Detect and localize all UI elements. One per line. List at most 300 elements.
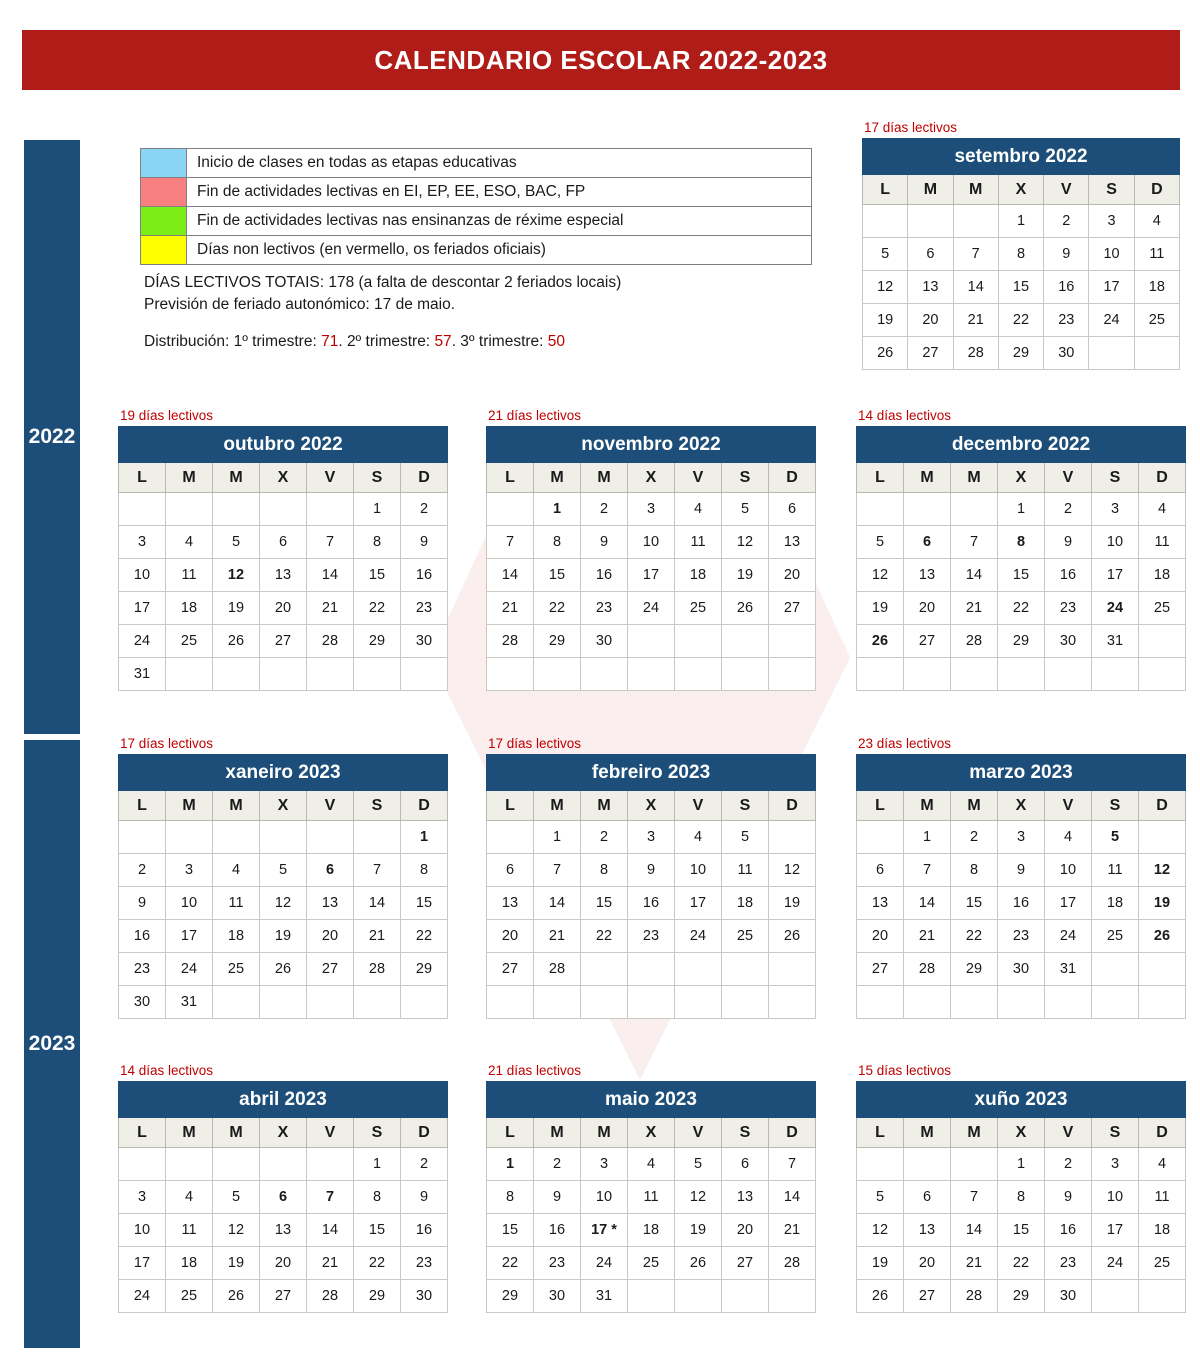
day-cell-novembro-2022-29[interactable]: 29 <box>534 625 581 658</box>
day-cell-marzo-2023-23[interactable]: 23 <box>998 920 1045 953</box>
day-cell-febreiro-2023-5[interactable]: 5 <box>722 821 769 854</box>
day-cell-maio-2023-25[interactable]: 25 <box>628 1247 675 1280</box>
day-cell-xuno-2023-25[interactable]: 25 <box>1139 1247 1186 1280</box>
day-cell-novembro-2022-8[interactable]: 8 <box>534 526 581 559</box>
day-cell-febreiro-2023-22[interactable]: 22 <box>581 920 628 953</box>
day-cell-setembro-2022-9[interactable]: 9 <box>1044 238 1089 271</box>
day-cell-novembro-2022-10[interactable]: 10 <box>628 526 675 559</box>
day-cell-setembro-2022-29[interactable]: 29 <box>998 337 1043 370</box>
day-cell-marzo-2023-30[interactable]: 30 <box>998 953 1045 986</box>
day-cell-xuno-2023-2[interactable]: 2 <box>1045 1148 1092 1181</box>
day-cell-decembro-2022-26[interactable]: 26 <box>857 625 904 658</box>
day-cell-outubro-2022-24[interactable]: 24 <box>119 625 166 658</box>
day-cell-xuno-2023-12[interactable]: 12 <box>857 1214 904 1247</box>
day-cell-febreiro-2023-6[interactable]: 6 <box>487 854 534 887</box>
day-cell-setembro-2022-10[interactable]: 10 <box>1089 238 1134 271</box>
day-cell-xuno-2023-29[interactable]: 29 <box>998 1280 1045 1313</box>
day-cell-maio-2023-16[interactable]: 16 <box>534 1214 581 1247</box>
day-cell-xuno-2023-20[interactable]: 20 <box>904 1247 951 1280</box>
day-cell-febreiro-2023-13[interactable]: 13 <box>487 887 534 920</box>
day-cell-marzo-2023-16[interactable]: 16 <box>998 887 1045 920</box>
day-cell-marzo-2023-12[interactable]: 12 <box>1139 854 1186 887</box>
day-cell-novembro-2022-9[interactable]: 9 <box>581 526 628 559</box>
day-cell-marzo-2023-2[interactable]: 2 <box>951 821 998 854</box>
day-cell-febreiro-2023-28[interactable]: 28 <box>534 953 581 986</box>
day-cell-maio-2023-20[interactable]: 20 <box>722 1214 769 1247</box>
day-cell-outubro-2022-11[interactable]: 11 <box>166 559 213 592</box>
day-cell-abril-2023-27[interactable]: 27 <box>260 1280 307 1313</box>
day-cell-decembro-2022-9[interactable]: 9 <box>1045 526 1092 559</box>
day-cell-novembro-2022-28[interactable]: 28 <box>487 625 534 658</box>
day-cell-setembro-2022-17[interactable]: 17 <box>1089 271 1134 304</box>
day-cell-setembro-2022-1[interactable]: 1 <box>998 205 1043 238</box>
day-cell-marzo-2023-3[interactable]: 3 <box>998 821 1045 854</box>
day-cell-xaneiro-2023-25[interactable]: 25 <box>213 953 260 986</box>
day-cell-setembro-2022-8[interactable]: 8 <box>998 238 1043 271</box>
day-cell-setembro-2022-19[interactable]: 19 <box>863 304 908 337</box>
day-cell-outubro-2022-26[interactable]: 26 <box>213 625 260 658</box>
day-cell-abril-2023-28[interactable]: 28 <box>307 1280 354 1313</box>
day-cell-xaneiro-2023-9[interactable]: 9 <box>119 887 166 920</box>
day-cell-marzo-2023-21[interactable]: 21 <box>904 920 951 953</box>
day-cell-maio-2023-17[interactable]: 17 * <box>581 1214 628 1247</box>
day-cell-maio-2023-23[interactable]: 23 <box>534 1247 581 1280</box>
day-cell-febreiro-2023-2[interactable]: 2 <box>581 821 628 854</box>
day-cell-xuno-2023-9[interactable]: 9 <box>1045 1181 1092 1214</box>
day-cell-xuno-2023-6[interactable]: 6 <box>904 1181 951 1214</box>
day-cell-setembro-2022-13[interactable]: 13 <box>908 271 953 304</box>
day-cell-marzo-2023-26[interactable]: 26 <box>1139 920 1186 953</box>
day-cell-outubro-2022-23[interactable]: 23 <box>401 592 448 625</box>
day-cell-abril-2023-4[interactable]: 4 <box>166 1181 213 1214</box>
day-cell-abril-2023-13[interactable]: 13 <box>260 1214 307 1247</box>
day-cell-outubro-2022-1[interactable]: 1 <box>354 493 401 526</box>
day-cell-outubro-2022-10[interactable]: 10 <box>119 559 166 592</box>
day-cell-novembro-2022-1[interactable]: 1 <box>534 493 581 526</box>
day-cell-xaneiro-2023-8[interactable]: 8 <box>401 854 448 887</box>
day-cell-marzo-2023-1[interactable]: 1 <box>904 821 951 854</box>
day-cell-abril-2023-22[interactable]: 22 <box>354 1247 401 1280</box>
day-cell-abril-2023-10[interactable]: 10 <box>119 1214 166 1247</box>
day-cell-outubro-2022-13[interactable]: 13 <box>260 559 307 592</box>
day-cell-xuno-2023-10[interactable]: 10 <box>1092 1181 1139 1214</box>
day-cell-abril-2023-5[interactable]: 5 <box>213 1181 260 1214</box>
day-cell-decembro-2022-24[interactable]: 24 <box>1092 592 1139 625</box>
day-cell-febreiro-2023-21[interactable]: 21 <box>534 920 581 953</box>
day-cell-decembro-2022-21[interactable]: 21 <box>951 592 998 625</box>
day-cell-outubro-2022-6[interactable]: 6 <box>260 526 307 559</box>
day-cell-abril-2023-11[interactable]: 11 <box>166 1214 213 1247</box>
day-cell-setembro-2022-16[interactable]: 16 <box>1044 271 1089 304</box>
day-cell-outubro-2022-15[interactable]: 15 <box>354 559 401 592</box>
day-cell-outubro-2022-5[interactable]: 5 <box>213 526 260 559</box>
day-cell-setembro-2022-26[interactable]: 26 <box>863 337 908 370</box>
day-cell-xaneiro-2023-11[interactable]: 11 <box>213 887 260 920</box>
day-cell-xaneiro-2023-12[interactable]: 12 <box>260 887 307 920</box>
day-cell-abril-2023-25[interactable]: 25 <box>166 1280 213 1313</box>
day-cell-outubro-2022-29[interactable]: 29 <box>354 625 401 658</box>
day-cell-outubro-2022-7[interactable]: 7 <box>307 526 354 559</box>
day-cell-decembro-2022-2[interactable]: 2 <box>1045 493 1092 526</box>
day-cell-xaneiro-2023-19[interactable]: 19 <box>260 920 307 953</box>
day-cell-xaneiro-2023-27[interactable]: 27 <box>307 953 354 986</box>
day-cell-abril-2023-12[interactable]: 12 <box>213 1214 260 1247</box>
day-cell-decembro-2022-1[interactable]: 1 <box>998 493 1045 526</box>
day-cell-novembro-2022-23[interactable]: 23 <box>581 592 628 625</box>
day-cell-setembro-2022-3[interactable]: 3 <box>1089 205 1134 238</box>
day-cell-setembro-2022-30[interactable]: 30 <box>1044 337 1089 370</box>
day-cell-novembro-2022-15[interactable]: 15 <box>534 559 581 592</box>
day-cell-xuno-2023-28[interactable]: 28 <box>951 1280 998 1313</box>
day-cell-abril-2023-1[interactable]: 1 <box>354 1148 401 1181</box>
day-cell-decembro-2022-22[interactable]: 22 <box>998 592 1045 625</box>
day-cell-outubro-2022-14[interactable]: 14 <box>307 559 354 592</box>
day-cell-decembro-2022-12[interactable]: 12 <box>857 559 904 592</box>
day-cell-novembro-2022-17[interactable]: 17 <box>628 559 675 592</box>
day-cell-outubro-2022-28[interactable]: 28 <box>307 625 354 658</box>
day-cell-novembro-2022-18[interactable]: 18 <box>675 559 722 592</box>
day-cell-xaneiro-2023-2[interactable]: 2 <box>119 854 166 887</box>
day-cell-xuno-2023-4[interactable]: 4 <box>1139 1148 1186 1181</box>
day-cell-outubro-2022-8[interactable]: 8 <box>354 526 401 559</box>
day-cell-abril-2023-29[interactable]: 29 <box>354 1280 401 1313</box>
day-cell-xaneiro-2023-6[interactable]: 6 <box>307 854 354 887</box>
day-cell-setembro-2022-11[interactable]: 11 <box>1134 238 1179 271</box>
day-cell-xuno-2023-11[interactable]: 11 <box>1139 1181 1186 1214</box>
day-cell-xuno-2023-19[interactable]: 19 <box>857 1247 904 1280</box>
day-cell-marzo-2023-4[interactable]: 4 <box>1045 821 1092 854</box>
day-cell-xaneiro-2023-7[interactable]: 7 <box>354 854 401 887</box>
day-cell-outubro-2022-25[interactable]: 25 <box>166 625 213 658</box>
day-cell-marzo-2023-11[interactable]: 11 <box>1092 854 1139 887</box>
day-cell-abril-2023-2[interactable]: 2 <box>401 1148 448 1181</box>
day-cell-setembro-2022-20[interactable]: 20 <box>908 304 953 337</box>
day-cell-maio-2023-6[interactable]: 6 <box>722 1148 769 1181</box>
day-cell-outubro-2022-9[interactable]: 9 <box>401 526 448 559</box>
day-cell-decembro-2022-18[interactable]: 18 <box>1139 559 1186 592</box>
day-cell-decembro-2022-31[interactable]: 31 <box>1092 625 1139 658</box>
day-cell-outubro-2022-22[interactable]: 22 <box>354 592 401 625</box>
day-cell-marzo-2023-24[interactable]: 24 <box>1045 920 1092 953</box>
day-cell-febreiro-2023-12[interactable]: 12 <box>769 854 816 887</box>
day-cell-outubro-2022-31[interactable]: 31 <box>119 658 166 691</box>
day-cell-maio-2023-18[interactable]: 18 <box>628 1214 675 1247</box>
day-cell-xuno-2023-21[interactable]: 21 <box>951 1247 998 1280</box>
day-cell-setembro-2022-28[interactable]: 28 <box>953 337 998 370</box>
day-cell-outubro-2022-18[interactable]: 18 <box>166 592 213 625</box>
day-cell-novembro-2022-12[interactable]: 12 <box>722 526 769 559</box>
day-cell-novembro-2022-7[interactable]: 7 <box>487 526 534 559</box>
day-cell-marzo-2023-19[interactable]: 19 <box>1139 887 1186 920</box>
day-cell-xaneiro-2023-20[interactable]: 20 <box>307 920 354 953</box>
day-cell-decembro-2022-23[interactable]: 23 <box>1045 592 1092 625</box>
day-cell-marzo-2023-25[interactable]: 25 <box>1092 920 1139 953</box>
day-cell-decembro-2022-27[interactable]: 27 <box>904 625 951 658</box>
day-cell-maio-2023-1[interactable]: 1 <box>487 1148 534 1181</box>
day-cell-decembro-2022-4[interactable]: 4 <box>1139 493 1186 526</box>
day-cell-novembro-2022-16[interactable]: 16 <box>581 559 628 592</box>
day-cell-febreiro-2023-16[interactable]: 16 <box>628 887 675 920</box>
day-cell-xaneiro-2023-15[interactable]: 15 <box>401 887 448 920</box>
day-cell-xaneiro-2023-22[interactable]: 22 <box>401 920 448 953</box>
day-cell-setembro-2022-18[interactable]: 18 <box>1134 271 1179 304</box>
day-cell-decembro-2022-20[interactable]: 20 <box>904 592 951 625</box>
day-cell-xuno-2023-15[interactable]: 15 <box>998 1214 1045 1247</box>
day-cell-maio-2023-29[interactable]: 29 <box>487 1280 534 1313</box>
day-cell-abril-2023-7[interactable]: 7 <box>307 1181 354 1214</box>
day-cell-xaneiro-2023-16[interactable]: 16 <box>119 920 166 953</box>
day-cell-xaneiro-2023-23[interactable]: 23 <box>119 953 166 986</box>
day-cell-febreiro-2023-19[interactable]: 19 <box>769 887 816 920</box>
day-cell-novembro-2022-27[interactable]: 27 <box>769 592 816 625</box>
day-cell-marzo-2023-22[interactable]: 22 <box>951 920 998 953</box>
day-cell-novembro-2022-19[interactable]: 19 <box>722 559 769 592</box>
day-cell-xuno-2023-27[interactable]: 27 <box>904 1280 951 1313</box>
day-cell-decembro-2022-10[interactable]: 10 <box>1092 526 1139 559</box>
day-cell-febreiro-2023-14[interactable]: 14 <box>534 887 581 920</box>
day-cell-xaneiro-2023-10[interactable]: 10 <box>166 887 213 920</box>
day-cell-febreiro-2023-3[interactable]: 3 <box>628 821 675 854</box>
day-cell-abril-2023-19[interactable]: 19 <box>213 1247 260 1280</box>
day-cell-xaneiro-2023-3[interactable]: 3 <box>166 854 213 887</box>
day-cell-outubro-2022-2[interactable]: 2 <box>401 493 448 526</box>
day-cell-marzo-2023-9[interactable]: 9 <box>998 854 1045 887</box>
day-cell-maio-2023-15[interactable]: 15 <box>487 1214 534 1247</box>
day-cell-xaneiro-2023-1[interactable]: 1 <box>401 821 448 854</box>
day-cell-xaneiro-2023-21[interactable]: 21 <box>354 920 401 953</box>
day-cell-decembro-2022-16[interactable]: 16 <box>1045 559 1092 592</box>
day-cell-marzo-2023-28[interactable]: 28 <box>904 953 951 986</box>
day-cell-abril-2023-15[interactable]: 15 <box>354 1214 401 1247</box>
day-cell-decembro-2022-15[interactable]: 15 <box>998 559 1045 592</box>
day-cell-outubro-2022-3[interactable]: 3 <box>119 526 166 559</box>
day-cell-setembro-2022-24[interactable]: 24 <box>1089 304 1134 337</box>
day-cell-xuno-2023-23[interactable]: 23 <box>1045 1247 1092 1280</box>
day-cell-setembro-2022-25[interactable]: 25 <box>1134 304 1179 337</box>
day-cell-novembro-2022-30[interactable]: 30 <box>581 625 628 658</box>
day-cell-xuno-2023-5[interactable]: 5 <box>857 1181 904 1214</box>
day-cell-setembro-2022-14[interactable]: 14 <box>953 271 998 304</box>
day-cell-abril-2023-6[interactable]: 6 <box>260 1181 307 1214</box>
day-cell-setembro-2022-2[interactable]: 2 <box>1044 205 1089 238</box>
day-cell-xuno-2023-22[interactable]: 22 <box>998 1247 1045 1280</box>
day-cell-decembro-2022-11[interactable]: 11 <box>1139 526 1186 559</box>
day-cell-setembro-2022-22[interactable]: 22 <box>998 304 1043 337</box>
day-cell-maio-2023-4[interactable]: 4 <box>628 1148 675 1181</box>
day-cell-novembro-2022-26[interactable]: 26 <box>722 592 769 625</box>
day-cell-decembro-2022-19[interactable]: 19 <box>857 592 904 625</box>
day-cell-abril-2023-8[interactable]: 8 <box>354 1181 401 1214</box>
day-cell-novembro-2022-13[interactable]: 13 <box>769 526 816 559</box>
day-cell-decembro-2022-6[interactable]: 6 <box>904 526 951 559</box>
day-cell-marzo-2023-17[interactable]: 17 <box>1045 887 1092 920</box>
day-cell-maio-2023-22[interactable]: 22 <box>487 1247 534 1280</box>
day-cell-marzo-2023-27[interactable]: 27 <box>857 953 904 986</box>
day-cell-xuno-2023-16[interactable]: 16 <box>1045 1214 1092 1247</box>
day-cell-decembro-2022-25[interactable]: 25 <box>1139 592 1186 625</box>
day-cell-xaneiro-2023-28[interactable]: 28 <box>354 953 401 986</box>
day-cell-decembro-2022-29[interactable]: 29 <box>998 625 1045 658</box>
day-cell-febreiro-2023-1[interactable]: 1 <box>534 821 581 854</box>
day-cell-marzo-2023-31[interactable]: 31 <box>1045 953 1092 986</box>
day-cell-decembro-2022-5[interactable]: 5 <box>857 526 904 559</box>
day-cell-febreiro-2023-18[interactable]: 18 <box>722 887 769 920</box>
day-cell-abril-2023-18[interactable]: 18 <box>166 1247 213 1280</box>
day-cell-decembro-2022-17[interactable]: 17 <box>1092 559 1139 592</box>
day-cell-abril-2023-14[interactable]: 14 <box>307 1214 354 1247</box>
day-cell-maio-2023-9[interactable]: 9 <box>534 1181 581 1214</box>
day-cell-marzo-2023-13[interactable]: 13 <box>857 887 904 920</box>
day-cell-setembro-2022-23[interactable]: 23 <box>1044 304 1089 337</box>
day-cell-febreiro-2023-25[interactable]: 25 <box>722 920 769 953</box>
day-cell-marzo-2023-8[interactable]: 8 <box>951 854 998 887</box>
day-cell-xuno-2023-24[interactable]: 24 <box>1092 1247 1139 1280</box>
day-cell-novembro-2022-14[interactable]: 14 <box>487 559 534 592</box>
day-cell-setembro-2022-27[interactable]: 27 <box>908 337 953 370</box>
day-cell-febreiro-2023-4[interactable]: 4 <box>675 821 722 854</box>
day-cell-febreiro-2023-20[interactable]: 20 <box>487 920 534 953</box>
day-cell-novembro-2022-6[interactable]: 6 <box>769 493 816 526</box>
day-cell-outubro-2022-19[interactable]: 19 <box>213 592 260 625</box>
day-cell-febreiro-2023-9[interactable]: 9 <box>628 854 675 887</box>
day-cell-outubro-2022-30[interactable]: 30 <box>401 625 448 658</box>
day-cell-febreiro-2023-26[interactable]: 26 <box>769 920 816 953</box>
day-cell-xaneiro-2023-5[interactable]: 5 <box>260 854 307 887</box>
day-cell-maio-2023-24[interactable]: 24 <box>581 1247 628 1280</box>
day-cell-maio-2023-28[interactable]: 28 <box>769 1247 816 1280</box>
day-cell-abril-2023-30[interactable]: 30 <box>401 1280 448 1313</box>
day-cell-abril-2023-26[interactable]: 26 <box>213 1280 260 1313</box>
day-cell-febreiro-2023-15[interactable]: 15 <box>581 887 628 920</box>
day-cell-xaneiro-2023-30[interactable]: 30 <box>119 986 166 1019</box>
day-cell-abril-2023-17[interactable]: 17 <box>119 1247 166 1280</box>
day-cell-outubro-2022-21[interactable]: 21 <box>307 592 354 625</box>
day-cell-setembro-2022-15[interactable]: 15 <box>998 271 1043 304</box>
day-cell-decembro-2022-8[interactable]: 8 <box>998 526 1045 559</box>
day-cell-maio-2023-19[interactable]: 19 <box>675 1214 722 1247</box>
day-cell-decembro-2022-28[interactable]: 28 <box>951 625 998 658</box>
day-cell-decembro-2022-30[interactable]: 30 <box>1045 625 1092 658</box>
day-cell-decembro-2022-3[interactable]: 3 <box>1092 493 1139 526</box>
day-cell-maio-2023-13[interactable]: 13 <box>722 1181 769 1214</box>
day-cell-outubro-2022-17[interactable]: 17 <box>119 592 166 625</box>
day-cell-xuno-2023-26[interactable]: 26 <box>857 1280 904 1313</box>
day-cell-abril-2023-24[interactable]: 24 <box>119 1280 166 1313</box>
day-cell-abril-2023-20[interactable]: 20 <box>260 1247 307 1280</box>
day-cell-maio-2023-11[interactable]: 11 <box>628 1181 675 1214</box>
day-cell-maio-2023-21[interactable]: 21 <box>769 1214 816 1247</box>
day-cell-maio-2023-7[interactable]: 7 <box>769 1148 816 1181</box>
day-cell-outubro-2022-4[interactable]: 4 <box>166 526 213 559</box>
day-cell-abril-2023-21[interactable]: 21 <box>307 1247 354 1280</box>
day-cell-setembro-2022-4[interactable]: 4 <box>1134 205 1179 238</box>
day-cell-marzo-2023-6[interactable]: 6 <box>857 854 904 887</box>
day-cell-maio-2023-8[interactable]: 8 <box>487 1181 534 1214</box>
day-cell-xaneiro-2023-29[interactable]: 29 <box>401 953 448 986</box>
day-cell-xaneiro-2023-31[interactable]: 31 <box>166 986 213 1019</box>
day-cell-febreiro-2023-23[interactable]: 23 <box>628 920 675 953</box>
day-cell-novembro-2022-24[interactable]: 24 <box>628 592 675 625</box>
day-cell-marzo-2023-14[interactable]: 14 <box>904 887 951 920</box>
day-cell-marzo-2023-5[interactable]: 5 <box>1092 821 1139 854</box>
day-cell-maio-2023-5[interactable]: 5 <box>675 1148 722 1181</box>
day-cell-xuno-2023-30[interactable]: 30 <box>1045 1280 1092 1313</box>
day-cell-outubro-2022-27[interactable]: 27 <box>260 625 307 658</box>
day-cell-maio-2023-3[interactable]: 3 <box>581 1148 628 1181</box>
day-cell-novembro-2022-5[interactable]: 5 <box>722 493 769 526</box>
day-cell-marzo-2023-10[interactable]: 10 <box>1045 854 1092 887</box>
day-cell-outubro-2022-20[interactable]: 20 <box>260 592 307 625</box>
day-cell-novembro-2022-2[interactable]: 2 <box>581 493 628 526</box>
day-cell-xuno-2023-13[interactable]: 13 <box>904 1214 951 1247</box>
day-cell-xaneiro-2023-14[interactable]: 14 <box>354 887 401 920</box>
day-cell-febreiro-2023-8[interactable]: 8 <box>581 854 628 887</box>
day-cell-maio-2023-26[interactable]: 26 <box>675 1247 722 1280</box>
day-cell-xuno-2023-18[interactable]: 18 <box>1139 1214 1186 1247</box>
day-cell-maio-2023-30[interactable]: 30 <box>534 1280 581 1313</box>
day-cell-xuno-2023-14[interactable]: 14 <box>951 1214 998 1247</box>
day-cell-maio-2023-2[interactable]: 2 <box>534 1148 581 1181</box>
day-cell-novembro-2022-3[interactable]: 3 <box>628 493 675 526</box>
day-cell-febreiro-2023-17[interactable]: 17 <box>675 887 722 920</box>
day-cell-marzo-2023-18[interactable]: 18 <box>1092 887 1139 920</box>
day-cell-abril-2023-3[interactable]: 3 <box>119 1181 166 1214</box>
day-cell-xuno-2023-7[interactable]: 7 <box>951 1181 998 1214</box>
day-cell-novembro-2022-20[interactable]: 20 <box>769 559 816 592</box>
day-cell-setembro-2022-7[interactable]: 7 <box>953 238 998 271</box>
day-cell-outubro-2022-12[interactable]: 12 <box>213 559 260 592</box>
day-cell-setembro-2022-12[interactable]: 12 <box>863 271 908 304</box>
day-cell-xaneiro-2023-17[interactable]: 17 <box>166 920 213 953</box>
day-cell-maio-2023-12[interactable]: 12 <box>675 1181 722 1214</box>
day-cell-decembro-2022-13[interactable]: 13 <box>904 559 951 592</box>
day-cell-maio-2023-14[interactable]: 14 <box>769 1181 816 1214</box>
day-cell-marzo-2023-7[interactable]: 7 <box>904 854 951 887</box>
day-cell-marzo-2023-20[interactable]: 20 <box>857 920 904 953</box>
day-cell-novembro-2022-22[interactable]: 22 <box>534 592 581 625</box>
day-cell-novembro-2022-4[interactable]: 4 <box>675 493 722 526</box>
day-cell-febreiro-2023-7[interactable]: 7 <box>534 854 581 887</box>
day-cell-xaneiro-2023-13[interactable]: 13 <box>307 887 354 920</box>
day-cell-maio-2023-31[interactable]: 31 <box>581 1280 628 1313</box>
day-cell-setembro-2022-21[interactable]: 21 <box>953 304 998 337</box>
day-cell-febreiro-2023-24[interactable]: 24 <box>675 920 722 953</box>
day-cell-xaneiro-2023-4[interactable]: 4 <box>213 854 260 887</box>
day-cell-abril-2023-23[interactable]: 23 <box>401 1247 448 1280</box>
day-cell-abril-2023-16[interactable]: 16 <box>401 1214 448 1247</box>
day-cell-marzo-2023-29[interactable]: 29 <box>951 953 998 986</box>
day-cell-marzo-2023-15[interactable]: 15 <box>951 887 998 920</box>
day-cell-febreiro-2023-10[interactable]: 10 <box>675 854 722 887</box>
day-cell-xaneiro-2023-26[interactable]: 26 <box>260 953 307 986</box>
day-cell-novembro-2022-25[interactable]: 25 <box>675 592 722 625</box>
day-cell-xuno-2023-17[interactable]: 17 <box>1092 1214 1139 1247</box>
day-cell-febreiro-2023-11[interactable]: 11 <box>722 854 769 887</box>
day-cell-xaneiro-2023-18[interactable]: 18 <box>213 920 260 953</box>
day-cell-abril-2023-9[interactable]: 9 <box>401 1181 448 1214</box>
day-cell-xuno-2023-1[interactable]: 1 <box>998 1148 1045 1181</box>
day-cell-decembro-2022-7[interactable]: 7 <box>951 526 998 559</box>
day-cell-decembro-2022-14[interactable]: 14 <box>951 559 998 592</box>
day-cell-novembro-2022-21[interactable]: 21 <box>487 592 534 625</box>
day-cell-febreiro-2023-27[interactable]: 27 <box>487 953 534 986</box>
day-cell-xuno-2023-8[interactable]: 8 <box>998 1181 1045 1214</box>
day-cell-xuno-2023-3[interactable]: 3 <box>1092 1148 1139 1181</box>
day-cell-xaneiro-2023-24[interactable]: 24 <box>166 953 213 986</box>
day-cell-maio-2023-27[interactable]: 27 <box>722 1247 769 1280</box>
day-cell-setembro-2022-6[interactable]: 6 <box>908 238 953 271</box>
day-cell-maio-2023-10[interactable]: 10 <box>581 1181 628 1214</box>
